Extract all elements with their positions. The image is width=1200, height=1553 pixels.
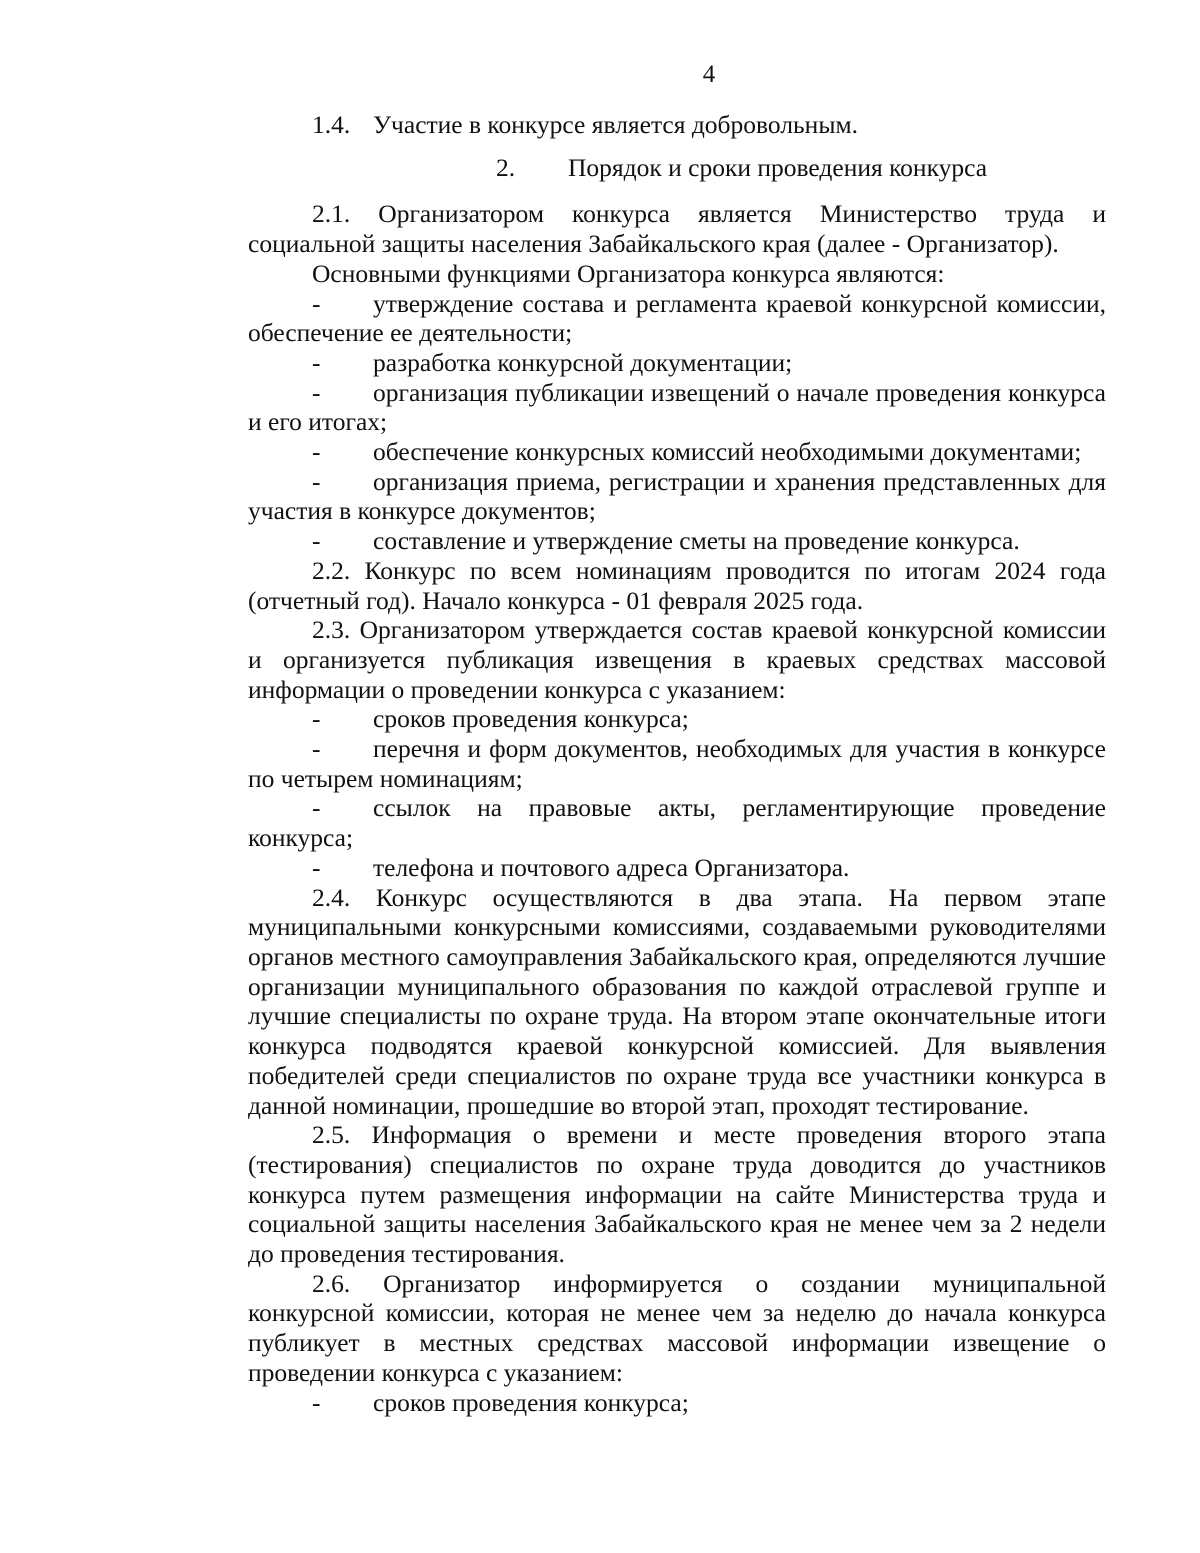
list-item-text: ссылок на правовые акты, регламентирующие проведение конкурса; xyxy=(248,793,1106,853)
dash-marker: - xyxy=(312,526,321,556)
section-2-number: 2. xyxy=(496,152,516,182)
paragraph-2-2: 2.2. Конкурс по всем номинациям проводится по итогам 2024 года (отчетный год). Начало конкурса - 01 февраля 2025 года. xyxy=(248,555,1106,615)
list-item-text: перечня и форм документов, необходимых для участия в конкурсе по четырем номинациям; xyxy=(248,734,1106,793)
item-1-4 xyxy=(248,110,1106,140)
dash-marker: - xyxy=(312,437,321,467)
dash-marker: - xyxy=(312,466,321,496)
paragraph-2-1: 2.1. Организатором конкурса является Министерство труда и социальной защиты населения Забайкальского края (далее - Организатор). xyxy=(248,199,1106,259)
page-content xyxy=(248,60,1106,1417)
list-item xyxy=(248,289,1106,348)
list-item xyxy=(248,793,1106,852)
dash-marker: - xyxy=(312,704,321,734)
list-item-text: составление и утверждение сметы на проведение конкурса. xyxy=(373,526,1020,556)
paragraph-2-6: 2.6. Организатор информируется о создании муниципальной конкурсной комиссии, которая не менее чем за неделю до начала конкурса публикует в местных средствах массовой информации извещение о проведении конкурса с указанием: xyxy=(248,1268,1106,1387)
list-item xyxy=(248,1388,1106,1418)
list-item xyxy=(248,348,1106,378)
list-item xyxy=(248,378,1106,437)
list-item xyxy=(248,853,1106,883)
item-1-4-text: Участие в конкурсе является добровольным. xyxy=(373,110,858,139)
dash-marker: - xyxy=(312,377,321,407)
item-1-4-number: 1.4. xyxy=(312,110,351,139)
list-item xyxy=(248,734,1106,793)
paragraph-2-5: 2.5. Информация о времени и месте проведения второго этапа (тестирования) специалистов по охране труда доводится до участников конкурса путем размещения информации на сайте Министерства труда и социальной защиты населения Забайкальского края не менее чем за 2 недели до проведения тестирования. xyxy=(248,1120,1106,1269)
section-2-heading xyxy=(248,153,1106,183)
list-item xyxy=(248,526,1106,556)
list-item xyxy=(248,704,1106,734)
list-item-text: телефона и почтового адреса Организатора. xyxy=(373,852,850,882)
list-item-text: сроков проведения конкурса; xyxy=(373,704,689,734)
dash-marker: - xyxy=(312,734,321,764)
dash-marker: - xyxy=(312,793,321,823)
dash-marker: - xyxy=(312,1387,321,1417)
page-number: 4 xyxy=(702,61,716,88)
paragraph-2-4: 2.4. Конкурс осуществляются в два этапа. На первом этапе муниципальными конкурсными комиссиями, создаваемыми руководителями органов местного самоуправления Забайкальского края, определяются лучшие организации муниципального образования по каждой отраслевой группе и лучшие специалисты по охране труда. На втором этапе окончательные итоги конкурса подводятся краевой конкурсной комиссией. Для выявления победителей среди специалистов по охране труда все участники конкурса в данной номинации, прошедшие во второй этап, проходят тестирование. xyxy=(248,882,1106,1120)
list-item xyxy=(248,437,1106,467)
dash-marker: - xyxy=(312,852,321,882)
paragraph-functions: Основными функциями Организатора конкурса являются: xyxy=(312,258,945,288)
list-item-text: разработка конкурсной документации; xyxy=(373,347,793,377)
paragraph-2-3: 2.3. Организатором утверждается состав краевой конкурсной комиссии и организуется публикация извещения в краевых средствах массовой информации о проведении конкурса с указанием: xyxy=(248,615,1106,704)
list-item xyxy=(248,467,1106,526)
list-item-text: обеспечение конкурсных комиссий необходимыми документами; xyxy=(373,437,1082,467)
list-item-text: сроков проведения конкурса; xyxy=(373,1387,689,1417)
dash-marker: - xyxy=(312,347,321,377)
list-item-text: организация приема, регистрации и хранения представленных для участия в конкурсе документов; xyxy=(248,466,1106,526)
section-2-title: Порядок и сроки проведения конкурса xyxy=(568,152,988,182)
dash-marker: - xyxy=(312,288,321,318)
list-item-text: организация публикации извещений о начале проведения конкурса и его итогах; xyxy=(248,377,1106,437)
list-item-text: утверждение состава и регламента краевой конкурсной комиссии, обеспечение ее деятельности; xyxy=(248,288,1106,348)
